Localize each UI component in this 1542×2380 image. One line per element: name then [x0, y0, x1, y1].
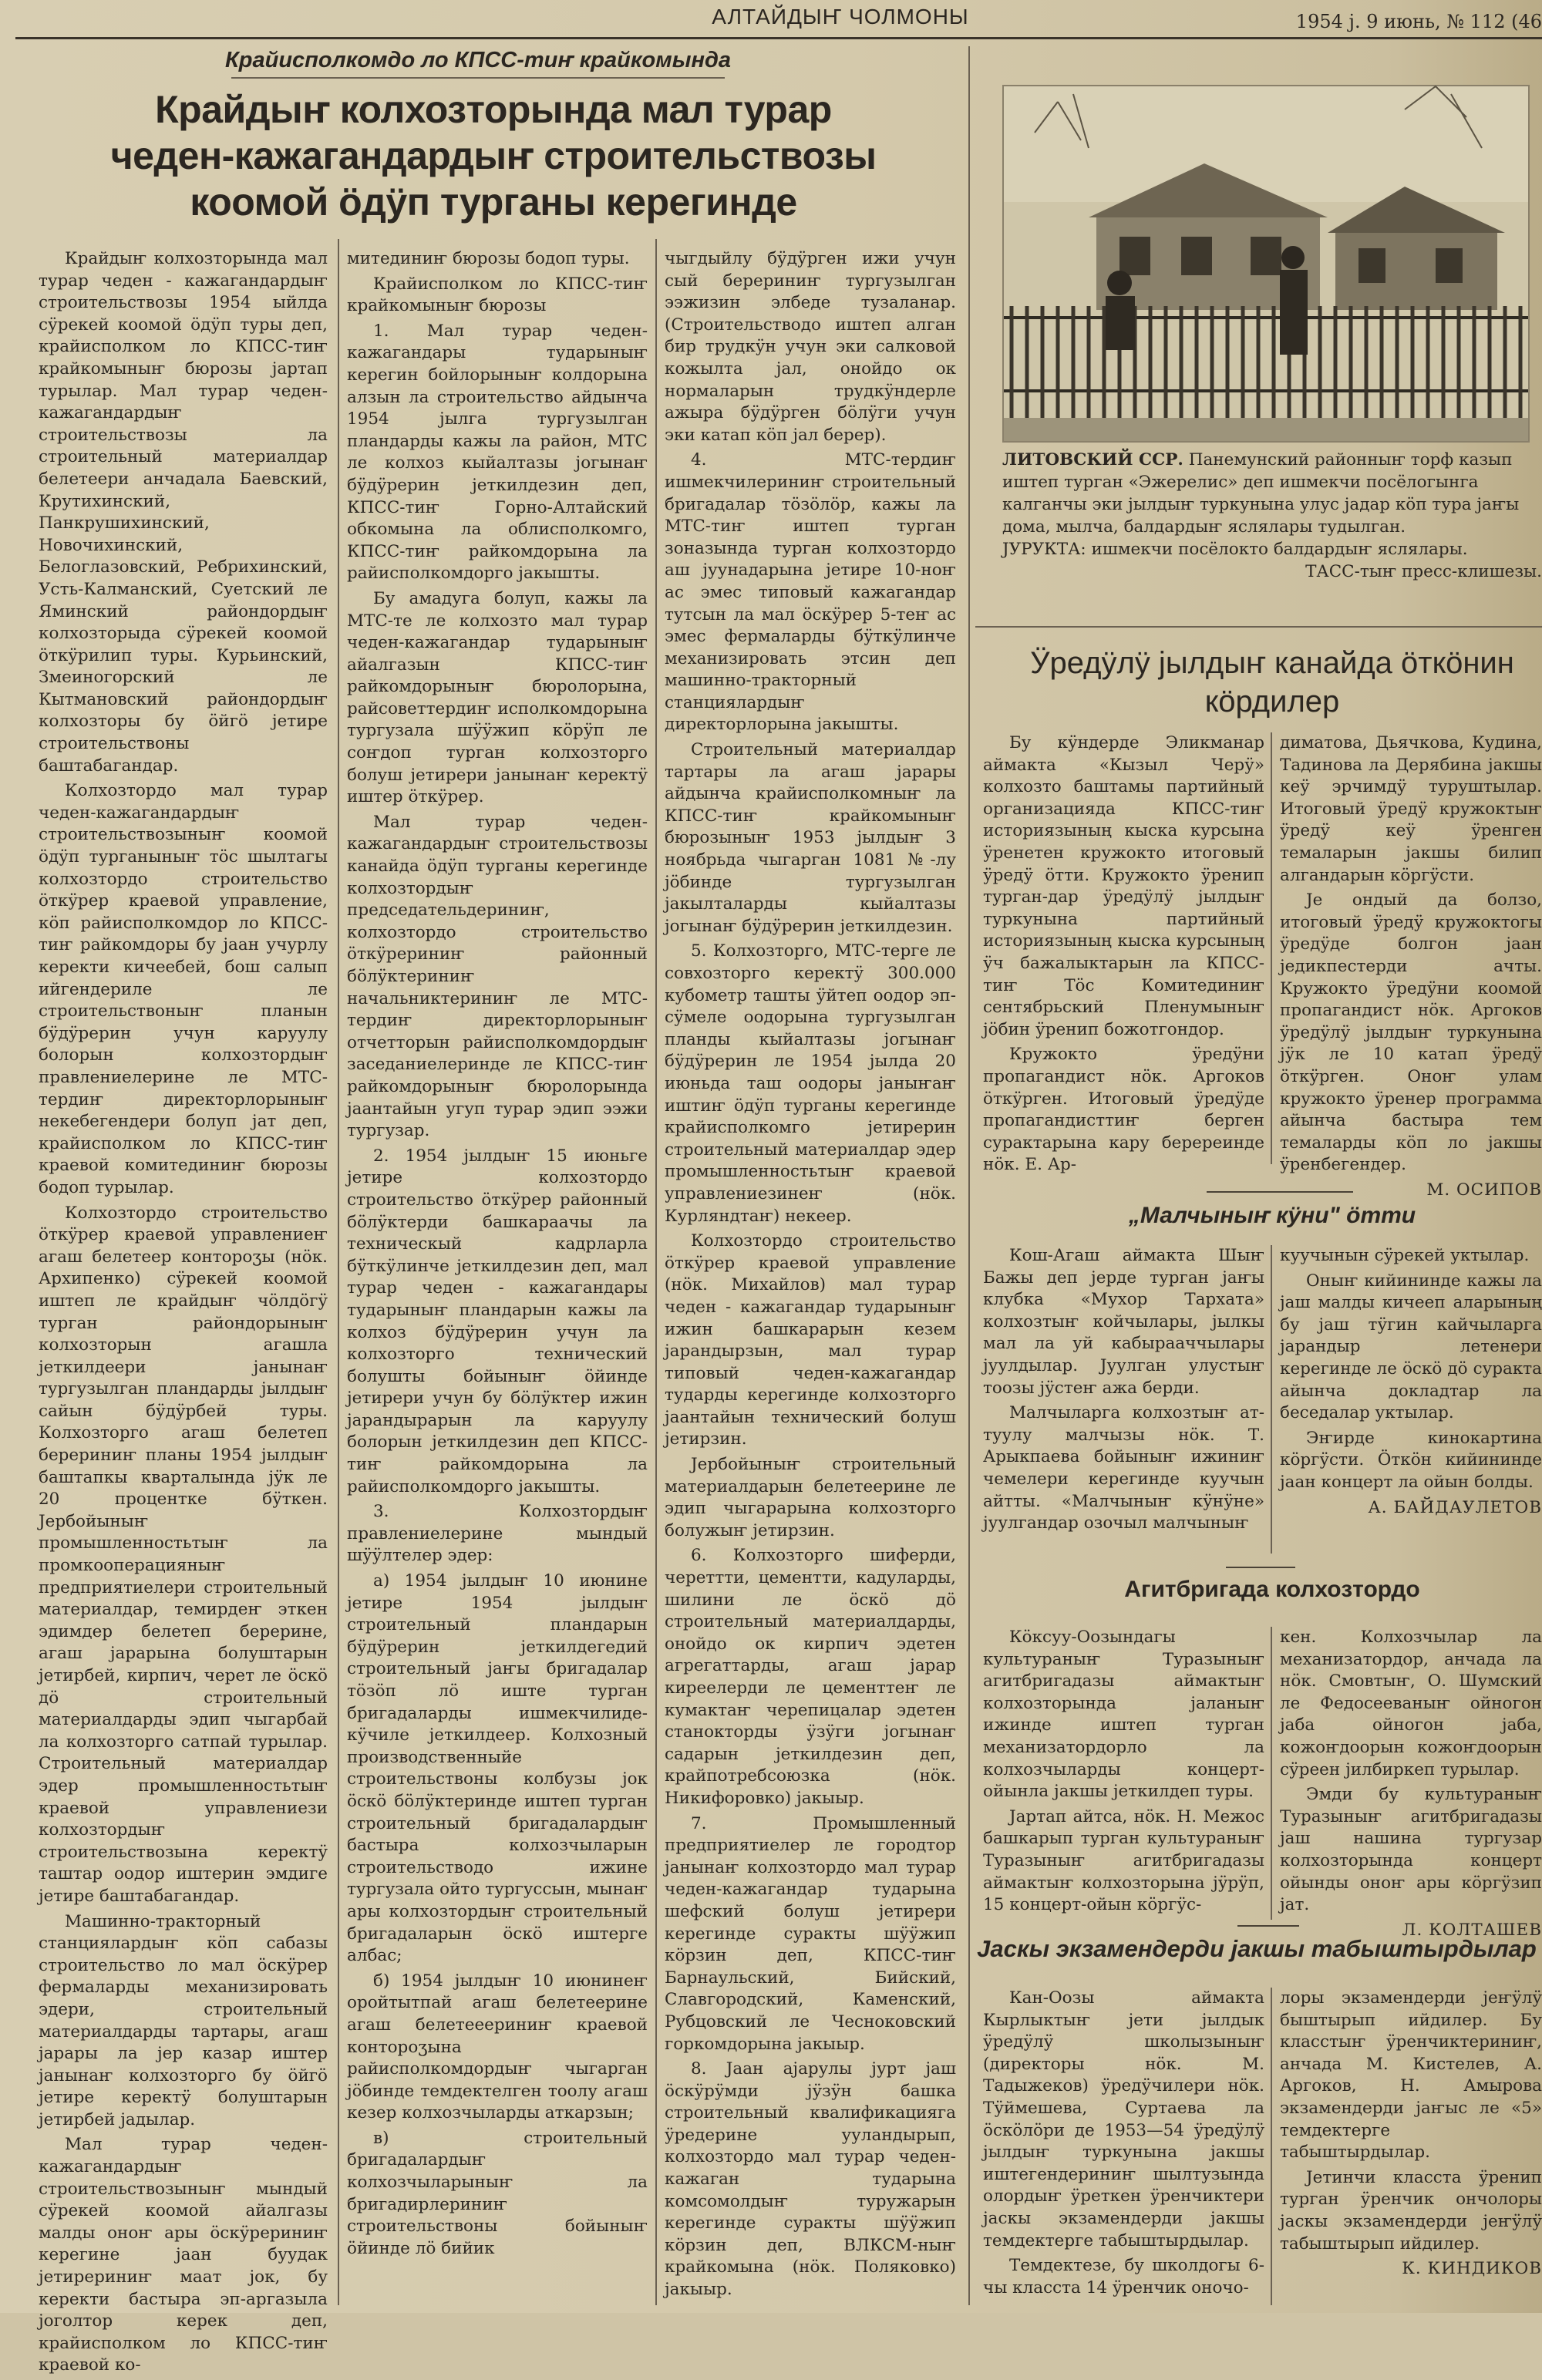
- paragraph: Эҥирде кинокартина кӧргӱсти. Ӧткӧн кийининде јаан концерт ла ойын болды.: [1280, 1428, 1542, 1492]
- main-headline: Крайдыҥ колхозторында мал турар чеден-кажагандардыҥ строительствозы коомой ӧдӱп турганы керегинде: [110, 88, 877, 224]
- paragraph: Крайисполком ло КПСС-тиҥ крайкомыныҥ бюрозы: [347, 274, 648, 316]
- article4-col-1: [983, 1627, 1264, 1920]
- paragraph: Мал турар чеден-кажагандардыҥ строительствозыныҥ мындый сӱрекей коомой айалгазы малды оноҥ ары ӧскӱрериниҥ керегине јаан буудак јетирериниҥ маат јок, бу керекти бастыра эп-аргазыла јоголтор керек деп, крайисполком ло КПСС-тиҥ краевой ко-: [39, 2135, 328, 2375]
- paragraph: Темдектезе, бу школдогы 6-чы класста 14 ӱренчик оночо-: [983, 2256, 1264, 2298]
- author-signature: А. БАЙДАУЛЕТОВ: [1368, 1497, 1542, 1517]
- column-divider: [1271, 1245, 1272, 1554]
- section-divider: [968, 46, 970, 2305]
- paragraph: 5. Колхозторго, МТС-терге ле совхозторго керектӱ 300.000 кубометр ташты ӱйтеп оодор эп-сӱмеле оодорына тургузылган планды кыйалтазы јогынаҥ бӱдӱрерин ле 1954 јылда 20 июньда таш оодоры јаныҥаҥ иштиҥ ӧдӱп турганы керегинде крайисполкомго јетирерин строительный материалдар эдер промышленностьтыҥ краевой управлениезинеҥ (нӧк. Курляндтаҥ) некеер.: [665, 941, 956, 1226]
- paragraph: 6. Колхозторго шиферди, череттти, цементти, кадуларды, шилини ле ӧскӧ дӧ строительный материалдарды, онойдо ок кирпич эдетен агрегаттарды, агаш јарар киреелерди ле цементтеҥ ле кумактаҥ черепицалар эдетен станокторды ӱзӱги јогынаҥ садарын јеткилдезин деп, крайпотребсоюзка (нӧк. Никифоровко) јакыыр.: [665, 1546, 956, 1808]
- issue-date: 1954 j. 9 июнь, № 112 (46: [1295, 11, 1542, 32]
- paragraph: Кош-Агаш аймакта Шыҥ Бажы деп јерде турган јаҥы клубка «Мухор Тархата» колхозтыҥ койчылары, јылкы мал ла уй кабырааччылары јуулдылар. Јуулган улустыҥ тоозы јӱстеҥ ажа берди.: [983, 1246, 1264, 1398]
- rubric-rule: [231, 77, 725, 79]
- paragraph: Колхозтордо строительство ӧткӱрер краевой управление (нӧк. Михайлов) мал турар чеден - кажагандар тударыныҥ ижин башкарарын кезем јарандырзын, мал турар типовый чеден-кажагандар тударды керегинде колхозторго јаантайын технический болуш јетирзин.: [665, 1231, 956, 1449]
- column-divider: [655, 239, 657, 2305]
- paragraph: чыгдыйлу бӱдӱрген ижи учун сый берериниҥ тургузылган ээжизин элбеде тузаланар. (Строительстводо иштеп алган бир трудкӱн учун эки салковой кожылта јал, онойдо ок нормаларын трудкӱндерле ажыра бӱдӱрген бӧлӱги учун эки катап кӧп јал берер).: [665, 249, 956, 445]
- paragraph: Оныҥ кийининде кажы ла јаш малды кичееп аларының бу јаш тӱгин кайчыларга јарандыр летенери керегинде ле ӧскӧ дӧ суракта айынча докладтар ла беседалар уктылар.: [1280, 1271, 1542, 1423]
- paragraph: 8. Јаан аjарулы јурт јаш ӧскӱрӱмди јӱзӱн башка строительный квалификацияга ӱредерине ууландырып, колхозтордо мал турар чеден-кажаган тударына комсомолдыҥ туружарын керегинде суракты шӱӱжип кӧрзин деп, ВЛКСМ-ныҥ крайкомына (нӧк. Поляковко) јакыыр.: [665, 2059, 956, 2300]
- photo-caption: [1002, 449, 1542, 583]
- paragraph: б) 1954 јылдыҥ 10 июнинеҥ оройтытпай агаш белетеерине агаш белетееериниҥ краевой контороӡына райисполкомдордыҥ чыгарган јӧбинде темдектелген тоолу агаш кезер колхозчыларды аткарзын;: [347, 1971, 648, 2123]
- news-photo: [1002, 85, 1530, 443]
- separator-dash: [1226, 1567, 1295, 1568]
- article2-col-1: [983, 732, 1264, 1180]
- paragraph: а) 1954 јылдыҥ 10 июнине јетире 1954 јылдыҥ строительный пландарын бӱдӱрерин јеткилдегедий строительный јаҥы бригадалар тӧзӧп лӧ иште турган бригадаларды ишмекчилиде-кӱчиле јеткилдеер. Колхозный производственныйе строительствоны колбузы јок ӧскӧ бӧлӱктеринде иштеп турган строительный бригадалардыҥ бастыра колхозчыларын строительстводо ижине тургузала ойто тургуссын, мынаҥ ары колхозтордыҥ строительный бригадаларын ӧскӧ иштерге албас;: [347, 1571, 648, 1966]
- paragraph: Јетинчи класста ӱренип турган ӱренчик ончолоры јаскы экзамендерди јеҥӱлӱ табыштырып ийдилер.: [1280, 2167, 1542, 2254]
- article3-col-2: [1280, 1245, 1542, 1522]
- separator-dash: [1207, 1191, 1353, 1193]
- paragraph: Машинно-тракторный станциялардыҥ кӧп сабазы строительство ло мал ӧскӱрер фермаларды механизировать эдери, строительный материалдарды тартары, агаш јарары ла јер казар иштер јанынаҥ колхозторго бу ӧйгӧ јетире керектӱ болуштарын јетирбей јадылар.: [39, 1911, 328, 2129]
- paragraph: Јербойыныҥ строительный материалдарын белетеерине ле эдип чыгарарына колхозторго болужыҥ јетирзин.: [665, 1455, 956, 1540]
- paragraph: Колхозтордо строительство ӧткӱрер краевой управлениеҥ агаш белетеер контороӡы (нӧк. Архипенко) сӱрекей коомой иштеп ле крайдыҥ чӧлдӧгӱ турган райондорыныҥ колхозторын агашла јеткилдеери јанынаҥ тургузылган пландарды јылдыҥ сайын бӱдӱрбей туры. Колхозторго агаш белетеп берериниҥ планы 1954 јылдыҥ баштапкы кварталында јӱк ле 20 процентке бӱткен. Јербойыныҥ промышленностьтыҥ ла промкооперацияныҥ предприятиелери строительный материалдар, темирдеҥ эткен эдимдер белетеп берерине, агаш јарарына болуштарын јетирбей, кирпич, черет ле ӧскӧ дӧ строительный материалдарды эдип чыгарбай ла колхозторго сатпай турылар. Строительный материалдар эдер промышленностьтыҥ краевой управлениези колхозтордыҥ строительствозына керектӱ таштар оодор иштерин эмдиге јетире баштабагандар.: [39, 1203, 328, 1906]
- paragraph: Эмди бу культураныҥ Туразыныҥ агитбригадазы јаш нашина тургузар колхозторында концерт ойынды оноҥ ары кӧргӱзип јат.: [1280, 1785, 1542, 1915]
- article-title-herders-day: „Малчыныҥ кӱни" ӧтти: [1128, 1203, 1416, 1228]
- paragraph: лоры экзамендерди јеҥӱлӱ быштырып ийдилер. Бу класстыҥ ӱренчиктериниҥ, анчада М. Кистелев, А. Аргоков, Н. Амырова экзамендерди јаҥыс ле «5» темдектерге табыштырдылар.: [1280, 1988, 1542, 2163]
- caption-text: [1002, 449, 1542, 538]
- paragraph: 7. Промышленный предприятиелер ле городтор јанынаҥ колхозтордо мал турар чеден-кажагандар тударына шефский болуш јетирери керегинде суракты шӱӱжип кӧрзин деп, КПСС-тиҥ Барнаульский, Бийский, Славгородский, Каменский, Рубцовский ле Чесноковский горкомдорына јакыыр.: [665, 1813, 956, 2054]
- paragraph: Кӧксуу-Оозындагы культураныҥ Туразыныҥ агитбригадазы аймактыҥ колхозторында јаланыҥ ижинде иштеп турган механизатордорло ла колхозчыларды концерт-ойынла јакшы јеткилдеп туры.: [983, 1628, 1264, 1802]
- article2-col-2: [1280, 732, 1542, 1204]
- paragraph: Кружокто ӱредӱни пропагандист нӧк. Аргоков ӧткӱрген. Итоговый ӱредӱде пропагандисттиҥ берген сурактарына кару беререинде нӧк. Е. Ар-: [983, 1045, 1264, 1175]
- paragraph: диматова, Дьячкова, Кудина, Тадинова ла Дерябина јакшы кеӱ эрчимдӱ туруштылар. Итоговый ӱредӱ кружоктыҥ ӱредӱ кеӱ ӱренген темаларын јакшы билип алгандарын кӧргӱсти.: [1280, 733, 1542, 885]
- author-signature: Л. КОЛТАШЕВ: [1402, 1920, 1542, 1940]
- paragraph: Јартап айтса, нӧк. Н. Межос башкарып турган культураныҥ Туразыныҥ агитбригадазы аймактыҥ колхозторына јӱрӱп, 15 концерт-ойын кӧргӱс-: [983, 1806, 1264, 1915]
- paragraph: 1. Мал турар чеден-кажагандары тударыныҥ керегин бойлорыныҥ колдорына алзын ла строительство айдынча 1954 јылга тургузылган пландарды кажы ла район, МТС ле колхоз кыйалтазы јогынаҥ бӱдӱрерин јеткилдезин деп, КПСС-тиҥ Горно-Алтайский обкомына ла облисполкомго, КПСС-тиҥ райкомдорына ла райисполкомдорго јакышты.: [347, 321, 648, 584]
- paragraph: куучынын сӱрекей уктылар.: [1280, 1246, 1530, 1265]
- paragraph: Бу амадуга болуп, кажы ла МТС-те ле колхозто мал турар чеден-кажагандар тударыныҥ айалгазын КПСС-тиҥ райкомдорыныҥ бюролорына, райсоветтердиҥ исполкомдорына тургузала шӱӱжип кӧрӱп ле соҥдоп турган колхозторго болуш јетирери јанынаҥ керектӱ иштер ӧткӱрер.: [347, 588, 648, 807]
- rubric: Крайисполкомдо ло КПСС-тиҥ крайкомында: [224, 48, 732, 72]
- article-title-exams: Јаскы экзамендерди јакшы табыштырдылар: [977, 1935, 1537, 1962]
- article-title-study-year: Ӱредӱлӱ јылдыҥ канайда ӧткӧнин кӧрдилер: [1030, 646, 1514, 719]
- column-divider: [1271, 1988, 1272, 2305]
- paragraph: Малчыларга колхозтыҥ ат-туулу малчызы нӧк. Т. Арыкпаева бойыныҥ ижиниҥ чемелери керегинде куучын айтты. «Малчыныҥ кӱнӱне» јуулгандар озочыл малчыныҥ: [983, 1403, 1264, 1533]
- caption-body: Панемунский районныҥ торф казып иштеп турган «Эжерелис» деп ишмекчи посёлогынга калганчы эки јылдыҥ туркунына улус јадар кӧп тура јаҥы дома, мылча, балдардыҥ яслялары тудылган.: [1002, 450, 1520, 537]
- paragraph: в) строительный бригадалардыҥ колхозчыларыныҥ ла бригадирлериниҥ строительствоны бойыныҥ ӧйинде лӧ бийик: [347, 2128, 648, 2258]
- article5-col-2: [1280, 1988, 1542, 2284]
- main-col-1: [39, 248, 328, 2380]
- caption-sub: ЈУРУКТА: ишмекчи посёлокто балдардыҥ яслялары.: [1002, 540, 1468, 559]
- article3-col-1: [983, 1245, 1264, 1538]
- paragraph: митединиҥ бюрозы бодоп туры.: [347, 249, 630, 268]
- masthead-rule: [15, 37, 1542, 39]
- caption-location: ЛИТОВСКИЙ ССР.: [1002, 450, 1183, 470]
- article5-col-1: [983, 1988, 1264, 2302]
- column-divider: [1271, 1627, 1272, 1920]
- column-divider: [1271, 732, 1272, 1164]
- paragraph: Колхозтордо мал турар чеден-кажагандардыҥ строительствозыныҥ коомой ӧдӱп турганыныҥ тӧс шылтагы колхозтордо строительство ӧткӱрер краевой управление, кӧп райисполкомдор ло КПСС-тиҥ райкомдоры бу јаан учурлу керекти кичеебей, бош салып ийгендериле ле строительствоныҥ планын бӱдӱрерин учун каруулу болорын колхозтордыҥ правлениелерине ле МТС-тердиҥ директорлорыныҥ некебегендери болуп јат деп, крайисполком ло КПСС-тиҥ краевой комитединиҥ бюрозы бодоп турылар.: [39, 781, 328, 1197]
- paragraph: Бу кӱндерде Эликманар аймакта «Кызыл Черӱ» колхозто баштамы партийный организацияда КПСС-тиҥ историязының кыска курсына ӱренетен кружокто итоговый ӱредӱ ӧтти. Кружокто ӱренип турган-дар ӱредӱлӱ јылдыҥ туркунына партийный историязының кыска курсының ӱч бажалыктарын ла КПСС-тиҥ Тӧс Комитединиҥ сентябрьский Пленумыныҥ јӧбин ӱренип божотгондор.: [983, 733, 1264, 1039]
- paragraph: кен. Колхозчылар ла механизатордор, анчада ла нӧк. Смовтыҥ, О. Шумский ле Федосееваныҥ ойногон јаба ойногон јаба, кожоҥдоорын кожоҥдоорын сӱреен јилбиркеп турылар.: [1280, 1628, 1542, 1779]
- article-title-agitbrigade: Агитбригада колхозтордо: [1124, 1577, 1420, 1602]
- masthead: [0, 0, 1542, 39]
- section-rule: [975, 626, 1542, 628]
- paragraph: Мал турар чеден-кажагандардыҥ строительствозы канайда ӧдӱп турганы керегинде колхозтордыҥ председательдериниҥ, колхозтордо строительство ӧткӱрериниҥ районный бӧлӱктериниҥ начальниктериниҥ ле МТС-тердиҥ директорлорыныҥ отчетторын райисполкомдордыҥ заседаниелеринде ле КПСС-тиҥ райкомдорыныҥ бюролорында јаантайын угуп турар эдип ээжи тургузар.: [347, 812, 648, 1141]
- paragraph: Крайдыҥ колхозторында мал турар чеден - кажагандардыҥ строительствозы 1954 ыйлда сӱрекей коомой ӧдӱп туры деп, крайисполком ло КПСС-тиҥ крайкомыныҥ бюрозы јартап турылар. Мал турар чеден-кажагандардыҥ строительствозы ла строительный материалдар белетеери анчадала Баевский, Крутихинский, Панкрушихинский, Новочихинский, Белоглазовский, Ребрихинский, Усть-Калманский, Суетский ле Яминский райондордыҥ колхозторыда сӱрекей коомой ӧткӱрилип туры. Курьинский, Змеиногорский ле Кытмановский райондордыҥ колхозторы бу ӧйгӧ јетире строительствоны баштабагандар.: [39, 249, 328, 776]
- paragraph: Је ондый да болзо, итоговый ӱредӱ кружоктогы ӱредӱде болгон јаан једикпестерди ачты. Кружокто ӱредӱни коомой пропагандист нӧк. Аргоков ӱредӱлӱ јылдыҥ туркунына јӱк ле 10 катап ӱредӱ ӧткӱрген. Оноҥ улам кружокто ӱренер программа айынча бастыра тем темаларды кӧп ло јакшы ӱренбегендер.: [1280, 890, 1542, 1175]
- paragraph: 2. 1954 јылдыҥ 15 июньге јетире колхозтордо строительство ӧткӱрер районный бӧлӱктерди башкараачы ла техническый кадрларла бӱткӱлинче јеткилдезин деп, мал турар чеден - кажагандары тударыныҥ пландарын кажы ла колхоз бӱдӱрерин учун ла колхозторго технический болушты бойыныҥ ӧйинде јетирери учун бу бӧлӱктер ижин јарандырарын ла каруулу болорын јеткилдезин деп КПСС-тиҥ райкомдорына ла райисполкомдорго јакышты.: [347, 1146, 648, 1496]
- column-divider: [338, 239, 339, 2305]
- author-signature: М. ОСИПОВ: [1426, 1180, 1542, 1200]
- main-col-3: [665, 248, 956, 2304]
- separator-dash: [1237, 1925, 1299, 1927]
- photo-illustration: [1004, 86, 1528, 441]
- caption-agency: ТАСС-тыҥ пресс-клишезы.: [1305, 562, 1542, 581]
- author-signature: К. КИНДИКОВ: [1402, 2259, 1542, 2279]
- paragraph: 4. МТС-тердиҥ ишмекчилериниҥ строительный бригадалар тӧзӧлӧр, кажы ла МТС-тиҥ иштеп турган зоназында турган колхозтордо аш јуунадарына јетире 10-ноҥ ас эмес типовый кажагандар тутсын ла мал ӧскӱрер 5-теҥ ас эмес фермаларды бӱткӱлинче механизировать этсин деп машинно-тракторный станциялардыҥ директорлорына јакышты.: [665, 450, 956, 735]
- paragraph: Кан-Оозы аймакта Кырлыктыҥ јети јылдык ӱредӱлӱ школызыныҥ (директоры нӧк. М. Тадыжеков) ӱредӱчилери нӧк. Тӱймешева, Суртаева ла ӧскӧлӧри де 1953—54 ӱредӱлӱ јылдыҥ туркунына јакшы иштегендериниҥ шылтузында олордыҥ ӱреткен ӱренчиктери јаскы экзамендерди јакшы темдектерге табыштырдылар.: [983, 1988, 1264, 2250]
- main-col-2: [347, 248, 648, 2263]
- paragraph: 3. Колхозтордыҥ правлениелерине мындый шӱӱлтелер эдер:: [347, 1502, 648, 1566]
- paragraph: Строительный материалдар тартары ла агаш јарары айдынча крайисполкомныҥ ла КПСС-тиҥ крайкомыныҥ бюрозыныҥ 1953 јылдыҥ 3 ноябрьда чыгарган 1081 №-лу јӧбинде тургузылган јакылталарды кыйалтазы јогынаҥ бӱдӱрерин јеткилдезин.: [665, 740, 956, 936]
- newspaper-title: АЛТАЙДЫҤ ЧОЛМОНЫ: [712, 5, 969, 29]
- article4-col-2: [1280, 1627, 1542, 1944]
